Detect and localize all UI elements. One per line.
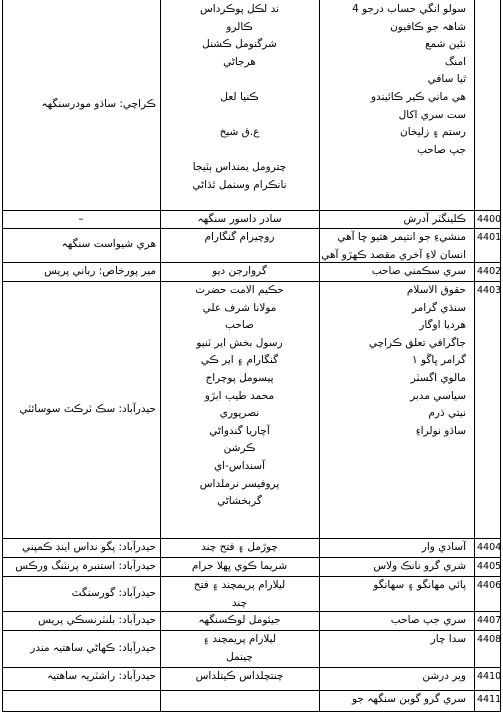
title-line: شاهہ جو ڪافيون (390, 20, 466, 33)
publisher-line: ڪراچي: ساڌو مودرسنگهہ (41, 98, 156, 110)
author-line: پيسومل پوچراج (205, 372, 274, 384)
author-line: گروارجن ديو (212, 265, 267, 277)
title-line: نيتي ڌرم (428, 407, 466, 420)
title-line: وير درشن (422, 670, 466, 682)
row-rule (2, 281, 500, 282)
title-line: آسادي وار (421, 541, 466, 553)
author-line: حڪيم الامت حضرت (195, 284, 284, 296)
publisher-line: مير پورخاص: رباني پريس (44, 265, 156, 277)
author-line: آچاريا گندواڻي (209, 424, 270, 437)
publisher-line: حيدرآباد: راشٽريہ ساهتيہ (46, 670, 156, 682)
author-line: روچيرام گنگارام (204, 231, 275, 243)
entry-number: 4407 (477, 615, 502, 626)
title-line: هي ماني ڪير ڪائيندو (370, 91, 466, 103)
row-rule (2, 630, 500, 631)
title-line: مالوي اگسٽر (410, 372, 466, 384)
column-rule (160, 0, 161, 712)
entry-number: 4405 (477, 561, 502, 572)
title-line: پائي مهانگو ۽ سهانگو (373, 579, 466, 591)
author-line: نصرپوري (219, 407, 260, 420)
entry-number: 4402 (477, 266, 502, 277)
title-line: سولو انگي حساب درجو 4 (352, 3, 466, 15)
title-line: ساڌو نولراءِ (415, 424, 466, 437)
column-rule (500, 0, 501, 712)
column-rule (474, 0, 475, 712)
author-line: ڪرشن (223, 442, 256, 455)
author-line: ليلارام پريمچند ۽ فتح (193, 579, 286, 591)
publisher-line: حيدرآباد: بلنٽرنسڪي پريس (38, 614, 156, 626)
author-line: صاحب (225, 319, 254, 332)
author-line: گربخشاڻي (217, 495, 262, 508)
publisher-line: حيدرآباد: پگو نداس اينڊ ڪمپني (22, 541, 156, 553)
title-line: انسان لاءِ آخري مقصد ڪهڙو آهي (321, 248, 466, 261)
author-line: چنتچلداس ڪيتلداس (195, 670, 284, 682)
author-line: چوڙمل ۽ فتح چند (201, 541, 278, 553)
author-line: رسول بخش اير ٽنيو (196, 336, 283, 349)
publisher-line: حيدرآباد: سڪ ٽرڪٽ سوسائٽي (19, 402, 156, 415)
author-line: چترومل يمنداس ٻٽيجا (192, 161, 287, 174)
author-line: آسنداس-اي (213, 460, 266, 472)
title-line: جاگرافي تعلق ڪراچي (368, 336, 466, 349)
author-line: ند لڪل پوڪرداس (199, 3, 280, 15)
title-line: هرديا اوگار (419, 319, 466, 332)
publisher-line: حيدرآباد: استنبرہ پرنٽنگ ورڪس (15, 560, 156, 572)
author-line: چند (231, 596, 248, 609)
author-line: شرگنومل ڪشنل (202, 38, 277, 51)
row-rule (2, 538, 500, 539)
author-line: گنگارام ۽ اير ڪي (200, 354, 279, 367)
column-rule (319, 0, 320, 712)
row-rule (2, 262, 500, 263)
title-line: شري گرو نانڪ ولاس (373, 560, 466, 572)
publisher-line: حيدرآباد: گورسنگٽ (71, 586, 156, 599)
author-line: ع.ق شيخ (219, 126, 260, 139)
author-line: جيئومل لوڪسنگهہ (198, 614, 281, 626)
row-rule (2, 228, 500, 229)
title-line: نئين شمع (424, 38, 466, 51)
title-line: حقوق الاسلام (406, 284, 466, 296)
title-line: گرامر ڀاڱو ١ (412, 354, 466, 367)
title-line: امنگ (444, 55, 466, 68)
entry-number: 4403 (477, 285, 502, 296)
author-line: ڪالرو (226, 20, 253, 33)
title-line: سنڌي گرامر (411, 301, 466, 314)
author-line: نانڪرام وسنمل ٿڌاڻي (192, 179, 287, 191)
publisher-line: هري شيواست سنگهہ (61, 238, 156, 250)
title-line: منشيءِ جو انتيمر هتيو ڇا آهي (337, 231, 466, 243)
title-line: سري جپ صاحب (390, 614, 466, 626)
entry-number: 4410 (477, 671, 502, 682)
title-line: جپ صاحب (416, 143, 466, 156)
title-line: ٿيا سافي (427, 73, 466, 86)
author-line: محمد طيب ابڙو (204, 389, 275, 402)
row-rule (2, 667, 500, 668)
row-rule (2, 576, 500, 577)
title-line: سري گرو گوبن سنگهہ جو (351, 693, 466, 705)
entry-number: 4400 (477, 214, 502, 225)
title-line: ڪلينگٽر آدرش (403, 213, 466, 225)
publisher-line: – (78, 213, 84, 225)
title-line: سدا چار (430, 633, 466, 645)
row-rule (2, 557, 500, 558)
entry-number: 4406 (477, 580, 502, 591)
title-line: سري سڪمني صاحب (371, 265, 466, 277)
title-line: رستم ۽ زليخان (400, 126, 466, 139)
entry-number: 4408 (477, 634, 502, 645)
author-line: هرجاڻي (223, 55, 256, 68)
author-line: چينمل (226, 650, 253, 663)
row-rule (2, 210, 500, 211)
author-line: پروفيسر نرملداس (199, 477, 280, 490)
author-line: ڪنيا لعل (220, 91, 259, 103)
author-line: شريما ڪوي ڀهلا جرام (191, 560, 288, 572)
title-line: ست سري اکال (398, 108, 466, 121)
entry-number: 4401 (477, 232, 502, 243)
entry-number: 4411 (477, 694, 502, 705)
author-line: مولانا شرف علي (202, 301, 277, 314)
author-line: ليلارام پريمچند ۽ (202, 633, 277, 645)
author-line: سادر داسور سنگهہ (197, 213, 282, 225)
row-rule (2, 690, 500, 691)
entry-number: 4404 (477, 542, 502, 553)
publisher-line: حيدرآباد: ڪهاڻي ساهتيہ مندر (30, 641, 156, 654)
title-line: سياسي مدبر (410, 389, 466, 402)
column-rule (2, 0, 3, 712)
row-rule (2, 611, 500, 612)
